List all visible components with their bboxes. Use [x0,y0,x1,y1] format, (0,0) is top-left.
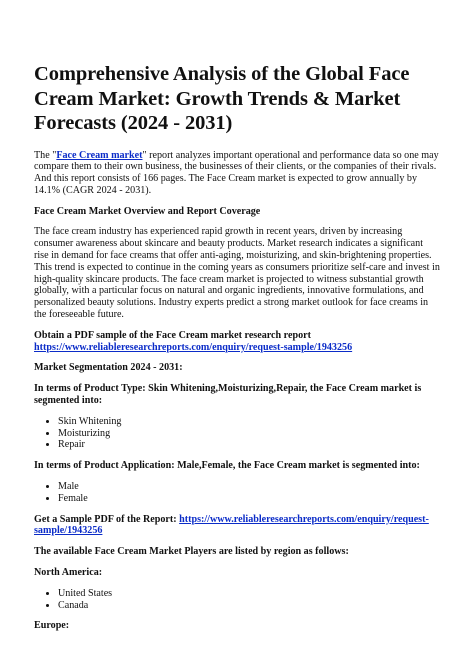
list-item: • Canada [58,600,440,612]
segmentation-heading: Market Segmentation 2024 - 2031: [34,362,183,374]
list-item: • Male [58,481,440,493]
sample-report-link[interactable]: https://www.reliableresearchreports.com/enquiry/request-sample/1943256 [34,513,429,537]
face-cream-market-link[interactable]: Face Cream market [56,149,143,161]
intro-prefix: The " [34,149,57,161]
sample-report-paragraph [34,514,440,538]
europe-heading: Europe: [34,620,70,632]
list-item: • Repair [58,439,440,451]
intro-suffix: " report analyzes important operational and performance data so one may compare them to their own business, the businesses of their clients, or the companies of their rivals. And this report consists of 166 pages. The Face Cream market is expected to grow annually by 14.1% (CAGR 2024 - 2031). [34,149,439,196]
players-heading: The available Face Cream Market Players are listed by region as follows: [34,546,349,558]
overview-paragraph: The face cream industry has experienced rapid growth in recent years, driven by increasing consumer awareness about skincare and beauty products. Market research indicates a significant rise in demand for face creams that offer anti-aging, moisturizing, and skin-brightening properties. This trend is expected to continue in the coming years as consumers prioritize self-care and invest in high-quality skincare products. The face cream market is projected to witness substantial growth globally, with a particular focus on natural and organic ingredients, innovative formulations, and personalized beauty solutions. Industry experts predict a strong market outlook for face creams in the foreseeable future. [34,226,440,321]
sample-report-text: Get a Sample PDF of the Report: [34,513,180,525]
pdf-sample-paragraph [34,330,440,354]
application-heading: In terms of Product Application: Male,Female, the Face Cream market is segmented into: [34,460,420,472]
north-america-list [34,588,440,612]
north-america-heading: North America: [34,567,103,579]
list-item: • Skin Whitening [58,416,440,428]
page-title: Comprehensive Analysis of the Global Face Cream Market: Growth Trends & Market Forecasts (2024 - 2031) [34,63,410,134]
pdf-sample-text: Obtain a PDF sample of the Face Cream market research report [34,329,311,341]
intro-paragraph [34,150,440,197]
list-item: • Moisturizing [58,428,440,440]
pdf-sample-link[interactable]: https://www.reliableresearchreports.com/enquiry/request-sample/1943256 [34,341,353,353]
product-type-heading: In terms of Product Type: Skin Whitening,Moisturizing,Repair, the Face Cream market is segmented into: [34,383,422,407]
list-item: • United States [58,588,440,600]
list-item: • Female [58,493,440,505]
application-list [34,481,440,505]
product-type-list [34,416,440,451]
overview-heading: Face Cream Market Overview and Report Coverage [34,205,261,217]
